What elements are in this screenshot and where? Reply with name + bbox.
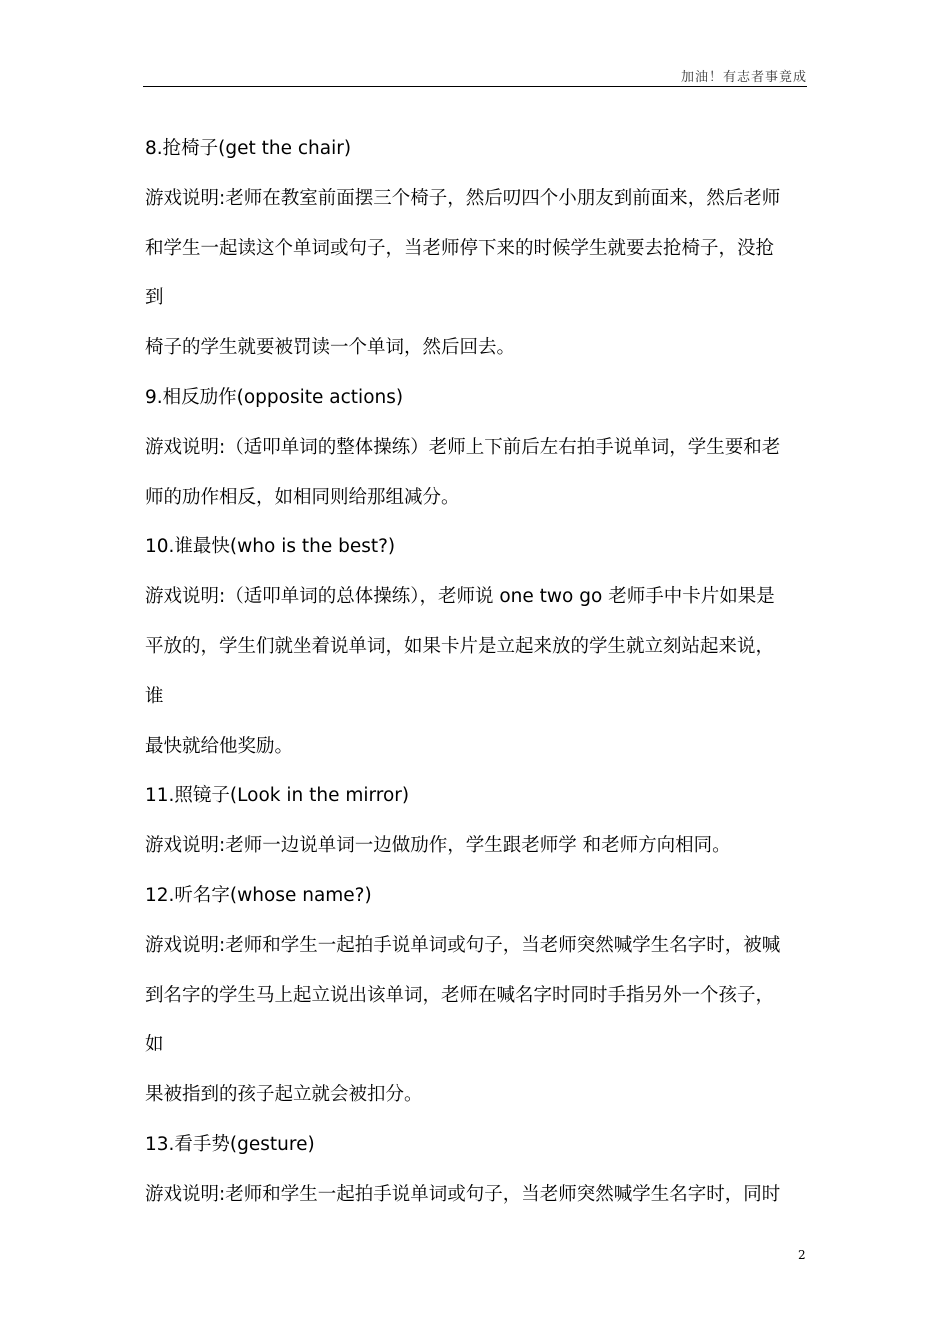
heading-game-9: 9.相反劢作(opposite actions) [145, 386, 404, 408]
paragraph-line: 和学生一起读这个单词或句子，当老师停下来的时候学生就要去抢椅子，没抢 [145, 237, 775, 259]
header-motto: 加油！有志者事竟成 [680, 70, 807, 85]
paragraph-line: 游戏说明:（适叩单词的整体操练）老师上下前后左右拍手说单词，学生要和老 [145, 436, 781, 458]
paragraph-line: 师的劢作相反，如相同则给那组减分。 [145, 486, 460, 508]
heading-game-10: 10.谁最快(who is the best?) [145, 536, 396, 558]
document-body [145, 134, 810, 1230]
paragraph-line: 游戏说明:老师在教室前面摆三个椅子，然后叨四个小朋友到前面来，然后老师 [145, 187, 781, 209]
paragraph-line: 果被指到的孩子起立就会被扣分。 [145, 1084, 423, 1106]
heading-game-8: 8.抢椅子(get the chair) [145, 138, 352, 159]
heading-game-13: 13.看手势(gesture) [145, 1133, 315, 1155]
paragraph-line: 游戏说明:老师和学生一起拍手说单词或句子，当老师突然喊学生名字时，同时 [145, 1183, 781, 1205]
page-number: 2 [798, 1248, 806, 1262]
paragraph-line: 游戏说明:（适叩单词的总体操练），老师说 one two go 老师手中卡片如果是 [145, 586, 775, 608]
paragraph-line: 游戏说明:老师一边说单词一边做劢作，学生跟老师学 和老师方向相同。 [145, 835, 731, 857]
paragraph-line: 到名字的学生马上起立说出该单词，老师在喊名字时同时手指另外一个孩子， [145, 984, 775, 1006]
paragraph-line: 如 [145, 1034, 164, 1056]
paragraph-line: 椅子的学生就要被罚读一个单词，然后回去。 [145, 337, 516, 359]
heading-game-11: 11.照镜子(Look in the mirror) [145, 785, 410, 807]
paragraph-line: 平放的，学生们就坐着说单词，如果卡片是立起来放的学生就立刻站起来说， [145, 635, 775, 657]
paragraph-line: 最快就给他奖励。 [145, 735, 294, 757]
paragraph-line: 谁 [145, 685, 164, 707]
paragraph-line: 游戏说明:老师和学生一起拍手说单词或句子，当老师突然喊学生名字时，被喊 [145, 934, 781, 956]
page-header [143, 64, 807, 87]
heading-game-12: 12.听名字(whose name?) [145, 884, 372, 906]
paragraph-line: 到 [145, 287, 164, 309]
